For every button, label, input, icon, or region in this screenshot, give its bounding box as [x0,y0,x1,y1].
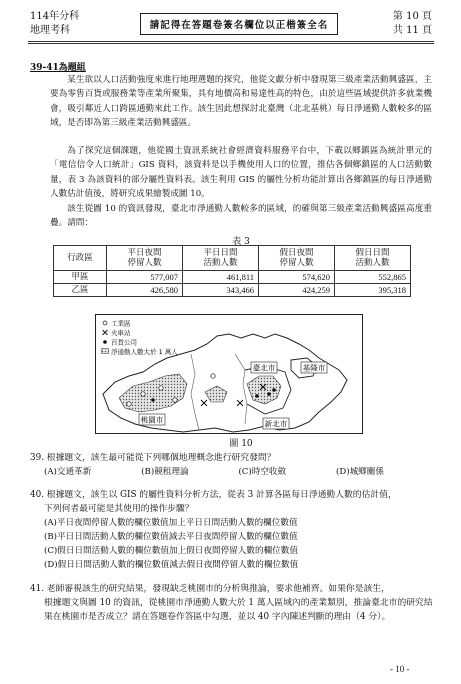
label-newtaipei: 新北市 [264,419,288,429]
question-stem-cont: 下列何者最可能是其使用的操作步驟？ [44,504,194,514]
option-b[interactable]: (B)競租理論 [141,467,189,477]
page-total: 共 11 頁 [392,25,432,36]
question-stem: 39. 根據題文，該生最可能從下列哪個地理概念進行研究發問？ [30,453,276,463]
industrial-zone-icon [159,386,163,390]
option-row [30,465,434,479]
option-d[interactable]: (D)假日日間活動人數的欄位數值減去假日夜間停留人數的欄位數值 [44,560,299,570]
question-group-label: 39-41為題組 [30,63,86,73]
passage-paragraph-2: 為了探究這個課題，他從國土資訊系統社會經濟資料服務平台中，下載以鄉鎮區為統計單元的「電信信令人口統計」GIS 資料，該資料是以手機使用人口的位置，推估各個鄉鎮區的人口活動數量，表 3 為該資料的部分屬性資料表。該生利用 GIS 的屬性分析功能計算出各鄉鎮區的每日淨通勤人數估計值後，將研究成果繪製成圖 10。 [50,146,432,200]
question-41 [30,582,434,624]
table-row [54,271,411,284]
header-rule-bottom [28,43,434,44]
industrial-zone-icon [211,374,215,378]
table-header-cell: 假日夜間 停留人數 [259,246,335,271]
option-c[interactable]: (C)假日日間活動人數的欄位數值加上假日夜間停留人數的欄位數值 [44,546,298,556]
table-header-cell: 行政區 [54,246,107,271]
table-header-cell: 平日夜間 停留人數 [107,246,183,271]
table-cell: 343,466 [183,284,259,297]
department-store-icon [267,392,271,396]
legend-label: 淨通勤人數大於 1 萬人 [111,348,178,356]
table-header-row [54,246,411,271]
table-cell: 424,259 [259,284,335,297]
header-rule-top [28,41,434,42]
department-store-icon [255,394,259,398]
industrial-zone-icon [103,321,107,325]
table-cell: 乙區 [54,284,107,297]
signature-notice: 請記得在答題卷簽名欄位以正楷簽全名 [149,20,329,31]
question-stem: 41. 老師審視該生的研究結果，發現缺乏桃園市的分析與推論，要求他補齊。如果你是該生， [30,584,390,594]
hatch-swatch-icon [102,349,109,354]
data-table [53,245,411,297]
table-cell: 461,811 [183,271,259,284]
question-40 [30,488,434,572]
department-store-icon [151,398,155,402]
page-number: - 10 - [390,664,410,674]
option-a[interactable]: (A)平日夜間停留人數的欄位數值加上平日日間活動人數的欄位數值 [44,518,298,528]
figure-caption: 圖 10 [229,439,253,449]
table-header-cell: 假日日間 活動人數 [335,246,411,271]
passage-paragraph-3: 該生從圖 10 的資訊發現，臺北市淨通勤人數較多的區域，的確與第三級產業活動興盛區高度重疊。請問： [50,204,432,229]
option-c[interactable]: (C)時空收斂 [238,467,287,477]
table-cell: 577,007 [107,271,183,284]
option-a[interactable]: (A)交通革新 [44,467,92,477]
signature-notice-box [140,13,338,35]
industrial-zone-icon [173,398,177,402]
label-taipei: 臺北市 [252,363,276,373]
industrial-zone-icon [127,402,131,406]
option-b[interactable]: (B)平日日間活動人數的欄位數值減去平日夜間停留人數的欄位數值 [44,532,298,542]
table-title: 表 3 [232,237,250,247]
table-cell: 395,318 [335,284,411,297]
legend-label: 火車站 [111,329,131,337]
header-exam-info [30,10,79,38]
legend-label: 工業區 [111,319,131,328]
department-store-icon [103,340,107,344]
question-39 [30,451,434,479]
question-stem: 40. 根據題文，該生以 GIS 的屬性資料分析方法，從表 3 計算各區每日淨通勤人數的估計值， [30,490,397,500]
exam-year: 114年分科 [30,11,80,22]
exam-subject: 地理考科 [30,25,70,36]
label-taoyuan: 桃園市 [140,415,164,425]
page-current: 第 10 頁 [392,11,432,22]
table-cell: 426,580 [107,284,183,297]
table-cell: 552,865 [335,271,411,284]
map-figure [95,314,363,434]
table-header-cell: 平日日間 活動人數 [183,246,259,271]
table-cell: 甲區 [54,271,107,284]
legend-label: 百貨公司 [111,338,137,347]
label-keelung: 基隆市 [302,363,326,373]
table-cell: 574,620 [259,271,335,284]
option-d[interactable]: (D)城鄉關係 [335,467,384,477]
department-store-icon [272,388,276,392]
question-stem-cont: 根據題文與圖 10 的資訊，從桃園市淨通勤人數大於 1 萬人區域內的產業類別，推論臺北市的研究結果在桃園市是否成立？請在答題卷作答區中勾選，並以 40 字內陳述判斷的理由（4 分）。 [44,598,433,622]
table-row [54,284,411,297]
passage-paragraph-1: 某生欲以人口活動強度來進行地理選題的探究，他從文獻分析中發現第三級產業活動興盛區，主要為零售百貨或服務業等產業所聚集，具有地價高和易達性高的特色，由於這些區域提供許多就業機會，吸引鄰近人口跨區通勤來此工作。該生因此想探討北臺灣（北北基桃）每日淨通勤人數較多的區域，是否即為第三級產業活動興盛區。 [50,75,432,129]
industrial-zone-icon [141,392,145,396]
header-page-info [392,10,432,38]
